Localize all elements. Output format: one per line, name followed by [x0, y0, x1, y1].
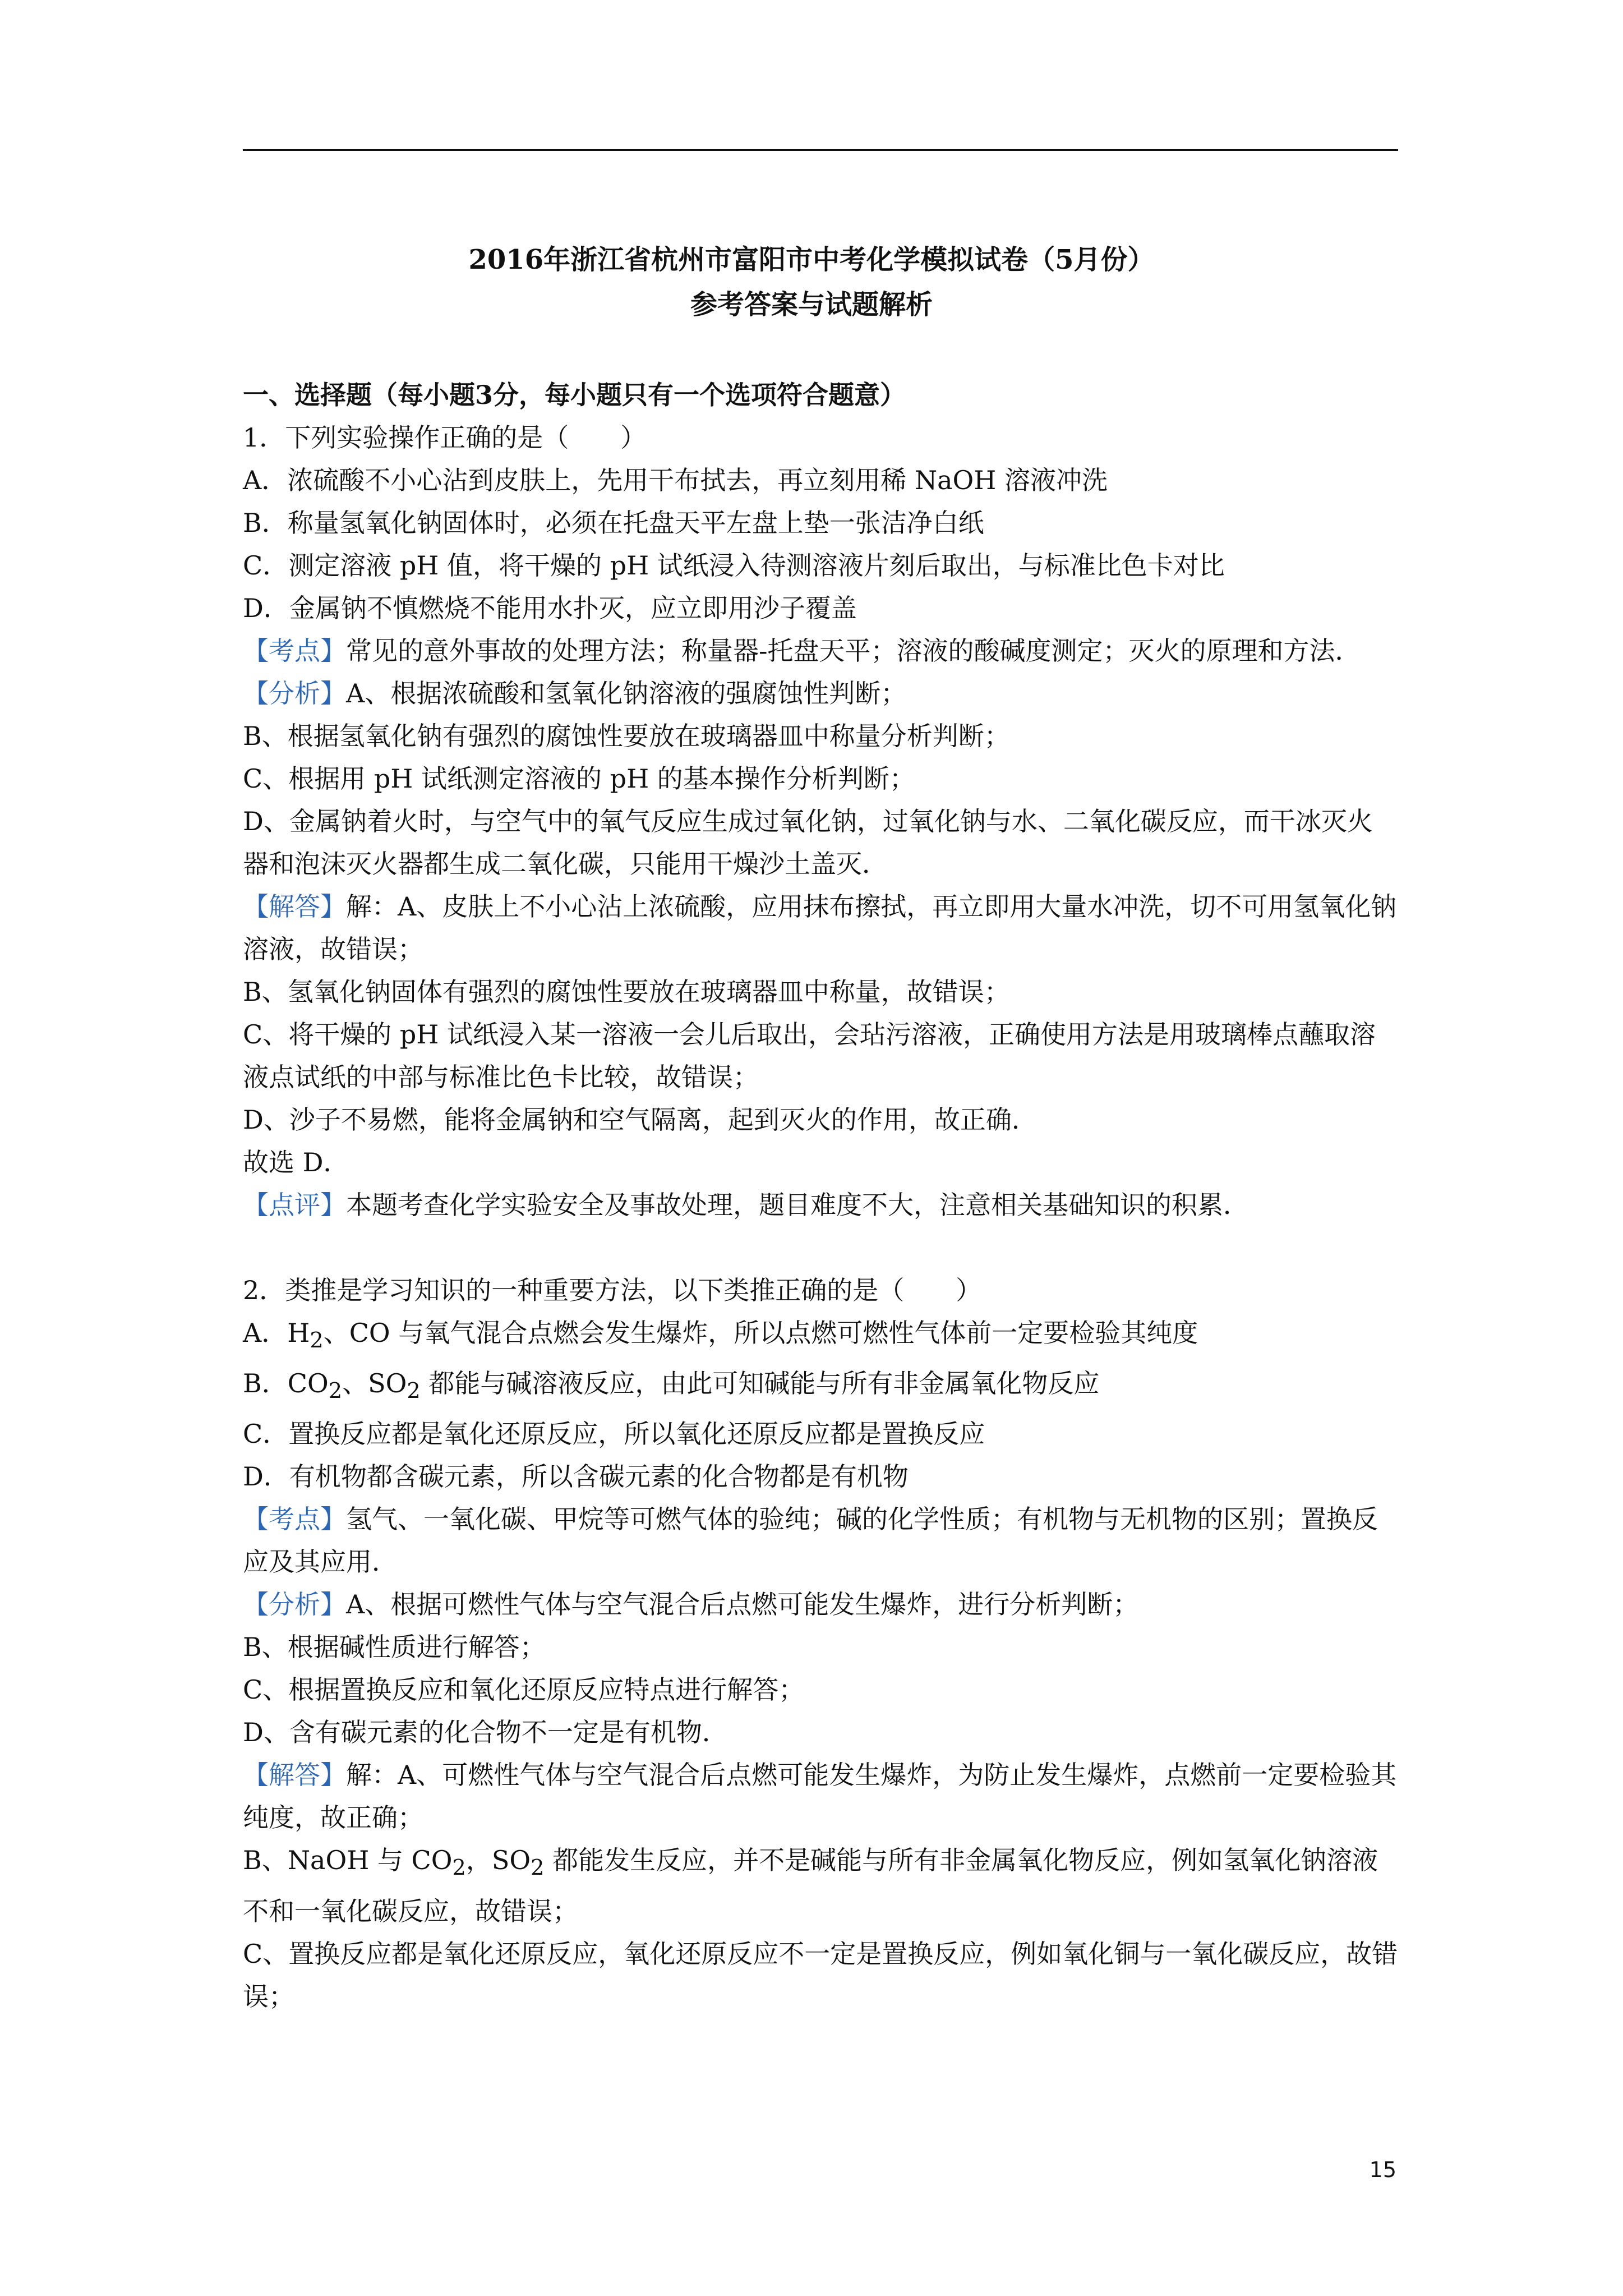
- q2-option-b: [243, 1362, 1398, 1412]
- question-1: [243, 416, 1398, 1226]
- q1-fenxi-b: B、根据氢氧化钠有强烈的腐蚀性要放在玻璃器皿中称量分析判断；: [243, 721, 1010, 751]
- jieda-tag: 【解答】: [243, 891, 346, 922]
- q2-option-c: C．置换反应都是氧化还原反应，所以氧化还原反应都是置换反应: [243, 1419, 985, 1450]
- fenxi-tag: 【分析】: [243, 678, 346, 708]
- q2-a-pre: A．H: [243, 1318, 310, 1348]
- q2-jieda: [243, 1754, 1398, 1839]
- q2-b-pre: B．CO: [243, 1368, 329, 1399]
- fenxi-tag: 【分析】: [243, 1589, 346, 1620]
- kaodian-tag: 【考点】: [243, 1504, 346, 1535]
- q2-a-sub: 2: [310, 1328, 324, 1354]
- q2-b-mid: 、SO: [342, 1368, 407, 1399]
- q2-kaodian: [243, 1498, 1398, 1583]
- question-gap: [243, 1226, 1398, 1269]
- q2-jieda-c: C、置换反应都是氧化还原反应，氧化还原反应不一定是置换反应，例如氧化铜与一氧化碳反应，故错误；: [243, 1938, 1398, 2012]
- q2-b-sub2: 2: [407, 1378, 421, 1404]
- q1-option-d: D．金属钠不慎燃烧不能用水扑灭，应立即用沙子覆盖: [243, 593, 857, 623]
- jieda-tag: 【解答】: [243, 1760, 346, 1791]
- q1-jieda-d: D、沙子不易燃，能将金属钠和空气隔离，起到灭火的作用，故正确．: [243, 1105, 1038, 1135]
- q1-fenxi-d: D、金属钠着火时，与空气中的氧气反应生成过氧化钠，过氧化钠与水、二氧化碳反应，而干冰灭火器和泡沫灭火器都生成二氧化碳，只能用干燥沙土盖灭．: [243, 806, 1373, 879]
- q2-b-sub1: 2: [328, 1378, 343, 1404]
- jieda-a: 解：A、可燃性气体与空气混合后点燃可能发生爆炸，为防止发生爆炸，点燃前一定要检验其纯度，故正确；: [243, 1760, 1397, 1833]
- q2-fenxi-b: B、根据碱性质进行解答；: [243, 1632, 546, 1663]
- q2-option-a: [243, 1312, 1398, 1362]
- q2-jieda-b-post: 都能发生反应，并不是碱能与所有非金属氧化物反应，例如氢氧化钠溶液不和一氧化碳反应，故错误；: [243, 1845, 1378, 1926]
- page-number: 15: [1369, 2157, 1396, 2182]
- q2-fenxi-c: C、根据置换反应和氧化还原反应特点进行解答；: [243, 1674, 805, 1705]
- document-subtitle: 参考答案与试题解析: [690, 289, 933, 320]
- kaodian-tag: 【考点】: [243, 636, 346, 666]
- dianping-tag: 【点评】: [243, 1190, 346, 1220]
- q2-fenxi-d: D、含有碳元素的化合物不一定是有机物．: [243, 1717, 728, 1748]
- q2-option-d: D．有机物都含碳元素，所以含碳元素的化合物都是有机物: [243, 1461, 909, 1492]
- q1-kaodian: [243, 629, 1398, 672]
- q1-option-c: C．测定溶液 pH 值，将干燥的 pH 试纸浸入待测溶液片刻后取出，与标准比色卡对比: [243, 550, 1225, 581]
- q1-jieda-b: B、氢氧化钠固体有强烈的腐蚀性要放在玻璃器皿中称量，故错误；: [243, 977, 1010, 1007]
- q1-fenxi: [243, 672, 1398, 715]
- q1-choice: 故选 D．: [243, 1147, 349, 1177]
- header-rule: [243, 149, 1398, 151]
- q2-jieda-b-mid: ，SO: [465, 1845, 531, 1876]
- document-body: [243, 374, 1398, 2018]
- q1-option-a: A．浓硫酸不小心沾到皮肤上，先用干布拭去，再立刻用稀 NaOH 溶液冲洗: [243, 465, 1108, 495]
- q2-b-post: 都能与碱溶液反应，由此可知碱能与所有非金属氧化物反应: [420, 1368, 1100, 1399]
- kaodian-text: 氢气、一氧化碳、甲烷等可燃气体的验纯；碱的化学性质；有机物与无机物的区别；置换反应及其应用．: [243, 1504, 1378, 1577]
- q2-a-post: 、CO 与氧气混合点燃会发生爆炸，所以点燃可燃性气体前一定要检验其纯度: [323, 1318, 1198, 1348]
- q1-jieda-c: C、将干燥的 pH 试纸浸入某一溶液一会儿后取出，会玷污溶液，正确使用方法是用玻璃棒点蘸取溶液点试纸的中部与标准比色卡比较，故错误；: [243, 1019, 1376, 1092]
- q2-jieda-b-sub1: 2: [452, 1855, 466, 1881]
- question-2: [243, 1269, 1398, 2018]
- fenxi-a: A、根据可燃性气体与空气混合后点燃可能发生爆炸，进行分析判断；: [346, 1589, 1139, 1620]
- q1-option-b: B．称量氢氧化钠固体时，必须在托盘天平左盘上垫一张洁净白纸: [243, 508, 984, 538]
- q1-fenxi-c: C、根据用 pH 试纸测定溶液的 pH 的基本操作分析判断；: [243, 763, 915, 794]
- q2-jieda-b-sub2: 2: [531, 1855, 545, 1881]
- q2-jieda-b-pre: B、NaOH 与 CO: [243, 1845, 453, 1876]
- q1-jieda: [243, 885, 1398, 970]
- q1-stem: 1．下列实验操作正确的是（ ）: [243, 422, 647, 453]
- fenxi-a: A、根据浓硫酸和氢氧化钠溶液的强腐蚀性判断；: [346, 678, 907, 708]
- q2-stem: 2．类推是学习知识的一种重要方法，以下类推正确的是（ ）: [243, 1275, 982, 1305]
- q2-fenxi: [243, 1583, 1398, 1626]
- jieda-a: 解：A、皮肤上不小心沾上浓硫酸，应用抹布擦拭，再立即用大量水冲洗，切不可用氢氧化钠溶液，故错误；: [243, 891, 1397, 964]
- document-title: 2016年浙江省杭州市富阳市中考化学模拟试卷（5月份）: [468, 244, 1155, 275]
- section-heading: 一、选择题（每小题3分，每小题只有一个选项符合题意）: [243, 380, 906, 410]
- q1-dianping: [243, 1184, 1398, 1226]
- kaodian-text: 常见的意外事故的处理方法；称量器-托盘天平；溶液的酸碱度测定；灭火的原理和方法．: [346, 636, 1361, 666]
- q2-jieda-b: [243, 1839, 1398, 1932]
- dianping-text: 本题考查化学实验安全及事故处理，题目难度不大，注意相关基础知识的积累．: [346, 1190, 1249, 1220]
